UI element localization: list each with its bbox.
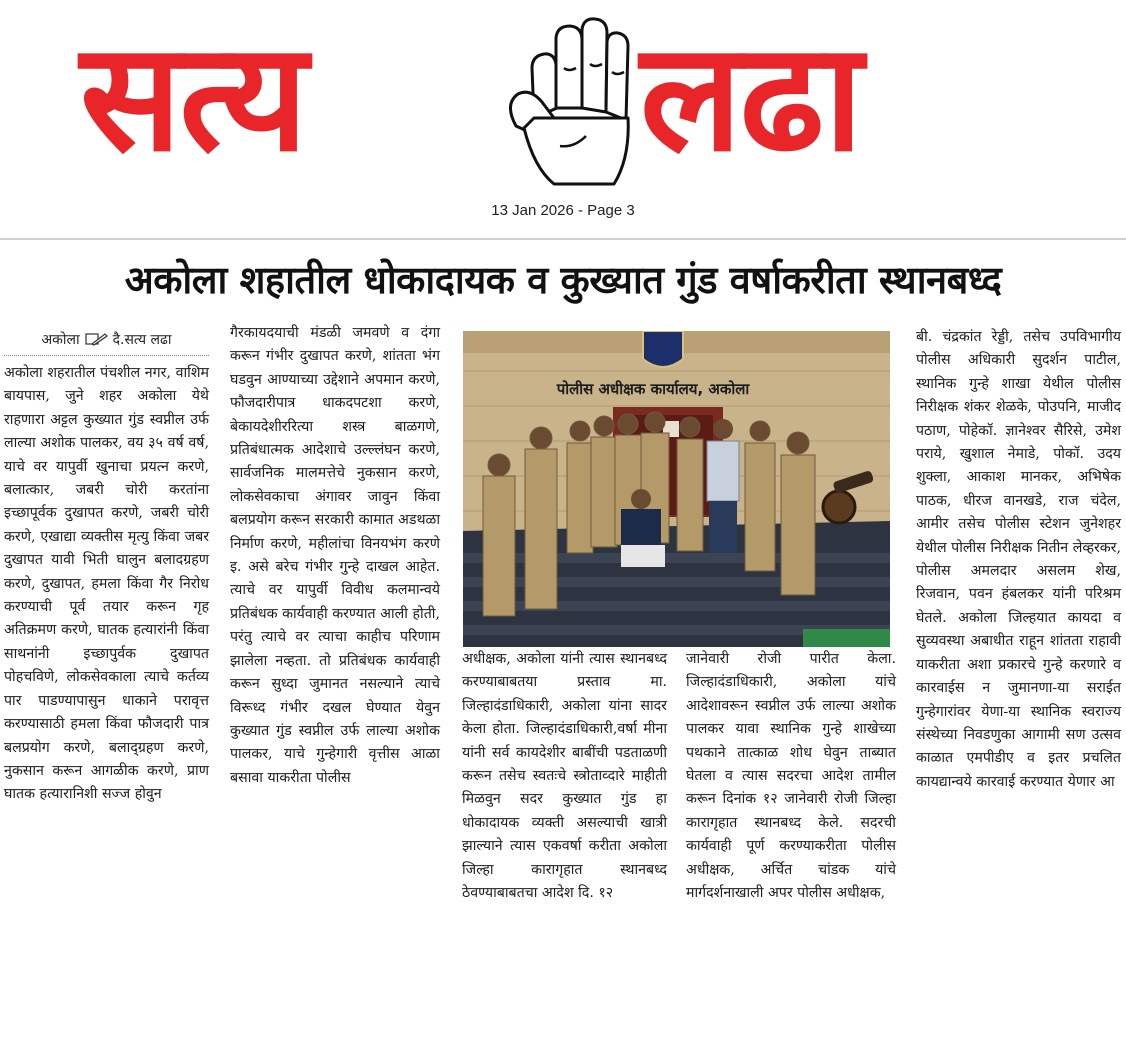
news-photo <box>463 331 890 647</box>
article-column-2: गैरकायदयाची मंडळी जमवणे व दंगा करून गंभीर दुखापत करणे, शांतता भंग घडवुन आण्याच्या उद्देशाने अपमान करणे, फौजदारीपात्र धाकदपटशा करणे, बेकायदेशीररित्या शस्त्र बाळगणे, प्रतिबंधात्मक आदेशाचे उल्ल्लंघन करणे, सार्वजनिक मालमत्तेचे नुकसान करणे, लोकसेवकाचा अंगावर जावुन किंवा बलप्रयोग करून सरकारी कामात अडथळा निर्माण करणे, महीलांचा विनयभंग करणे इ. असे बरेच गंभीर गुन्हे दाखल आहेत. त्याचे वर यापुर्वी विवीध कलमान्वये प्रतिबंधक कार्यवाही करण्यात आली होती, परंतु त्याचे वर त्याचा काहीच परिणाम झालेला नव्हता. तो प्रतिबंधक कार्यवाही करून सुध्दा जुमानत नसल्याने त्याचे विरूध्द गंभीर दखल घेण्यात येवुन कुख्यात गुंड स्वप्नील उर्फ लाल्या अशोक पालकर, याचे गुन्हेगारी वृत्तीस आळा बसावा याकरीता पोलीस <box>230 325 440 786</box>
masthead-word-right: लढा <box>640 11 862 185</box>
byline <box>4 330 209 356</box>
office-sign: पोलीस अधीक्षक कार्यालय, अकोला <box>556 380 750 398</box>
article-column-5: बी. चंद्रकांत रेड्डी, तसेच उपविभागीय पोलीस अधिकारी सुदर्शन पाटील, स्थानिक गुन्हे शाखा येथील पोलीस निरीक्षक शंकर शेळके, पोउपनि, माजीद पठाण, पोहेकॉ. ज्ञानेश्वर सैरिसे, उमेश पराये, खुशाल नेमाडे, पोकॉ. उदय शुक्ला, आकाश मानकर, अभिषेक पाठक, धीरज वानखडे, राज चंदेल, आमीर तसेच पोलीस स्टेशन जुनेशहर येथील पोलीस निरीक्षक नितीन लेव्हरकर, पोलीस अमलदार असलम शेख, रिजवान, पवन हंबलकर यांनी परिश्रम घेतले. अकोला जिल्हयात कायदा व सुव्यवस्था अबाधीत राहून शांतता राहावी याकरीता अशा प्रकारचे गुन्हे करणारे व कारवाईस न जुमानणा-या सराईत गुन्हेगारांवर येणा-या स्थानिक स्वराज्य संस्थेच्या निवडणुका आगामी सण उत्सव काळात एमपीडीए व इतर प्रचलित कायद्यान्वये कारवाई करण्यात येणार आ <box>916 329 1121 790</box>
dateline: 13 Jan 2026 - Page 3 <box>491 202 635 219</box>
header-divider <box>0 238 1126 240</box>
byline-source: दै.सत्य लढा <box>112 332 172 348</box>
byline-place: अकोला <box>41 332 80 348</box>
masthead-word-left: सत्य <box>80 11 306 185</box>
masthead <box>0 0 1126 200</box>
article-column-4: जानेवारी रोजी पारीत केला. जिल्हादंडाधिकारी, अकोला यांचे आदेशावरून स्वप्नील उर्फ लाल्या अशोक पालकर यावा स्थानिक गुन्हे शाखेच्या पथकाने तात्काळ शोध घेवुन ताब्यात घेतला व त्यास सदरचा आदेश तामील करून दिनांक १२ जानेवारी रोजी जिल्हा कारागृहात स्थानबध्द केले. सदरची कार्यवाही पूर्ण करण्याकरीता पोलीस अधीक्षक, अर्चित चांडक यांचे मार्गदर्शनाखाली अपर पोलीस अधीक्षक, <box>686 651 896 902</box>
article-column-3: अधीक्षक, अकोला यांनी त्यास स्थानबध्द करण्याबाबतया प्रस्ताव मा. जिल्हादंडाधिकारी, अकोला यांना सादर केला होता. जिल्हादंडाधिकारी,वर्षा मीना यांनी सर्व कायदेशीर बाबींची पडताळणी करून तसेच स्वतःचे स्त्रोताव्दारे माहीती मिळवुन सदर कुख्यात गुंड हा धोकादायक व्यक्ती असल्याची खात्री झाल्याने त्यास एकवर्षा करीता अकोला जिल्हा कारागृहात स्थानबध्द ठेवण्याबाबतचा आदेश दि. १२ <box>462 651 667 902</box>
article-headline: अकोला शहातील धोकादायक व कुख्यात गुंड वर्षाकरीता स्थानबध्द <box>124 258 1002 302</box>
raised-fist-icon <box>494 8 644 188</box>
article-column-1: अकोला शहरातील पंचशील नगर, वाशिम बायपास, जुने शहर अकोला येथे राहणारा अट्टल कुख्यात गुंड स्वप्नील उर्फ लाल्या अशोक पालकर, वय ३५ वर्ष वर्ष, याचे वर यापुर्वी खुनाचा प्रयत्न करणे, बलात्कार, जबरी चोरी करतांना इच्छापूर्वक दुखापत करणे, जबरी चोरी करणे, एखाद्या व्यक्तीस मृत्यु किंवा जबर दुखापत यावी भिती घालुन बलादग्रहण करणे, दुखापत, हमला किंवा गैर निरोध करण्याची पूर्व तयार करून गृह अतिक्रमण करणे, घातक हत्यारांनी किंवा साथनांनी इच्छापुर्वक दुखापत पोहचविणे, लोकसेवकाला त्याचे कर्तव्य पार पाडण्यापासुन धाकाने परावृत्त करण्यासाठी हमला किंवा फौजदारी पात्र बलप्रयोग करणे, बलाद्ग्रहण करणे, नुकसान करून आगळीक करणे, प्राण घातक हत्यारानिशी सज्ज होवुन <box>4 365 209 803</box>
pen-icon <box>84 332 108 346</box>
